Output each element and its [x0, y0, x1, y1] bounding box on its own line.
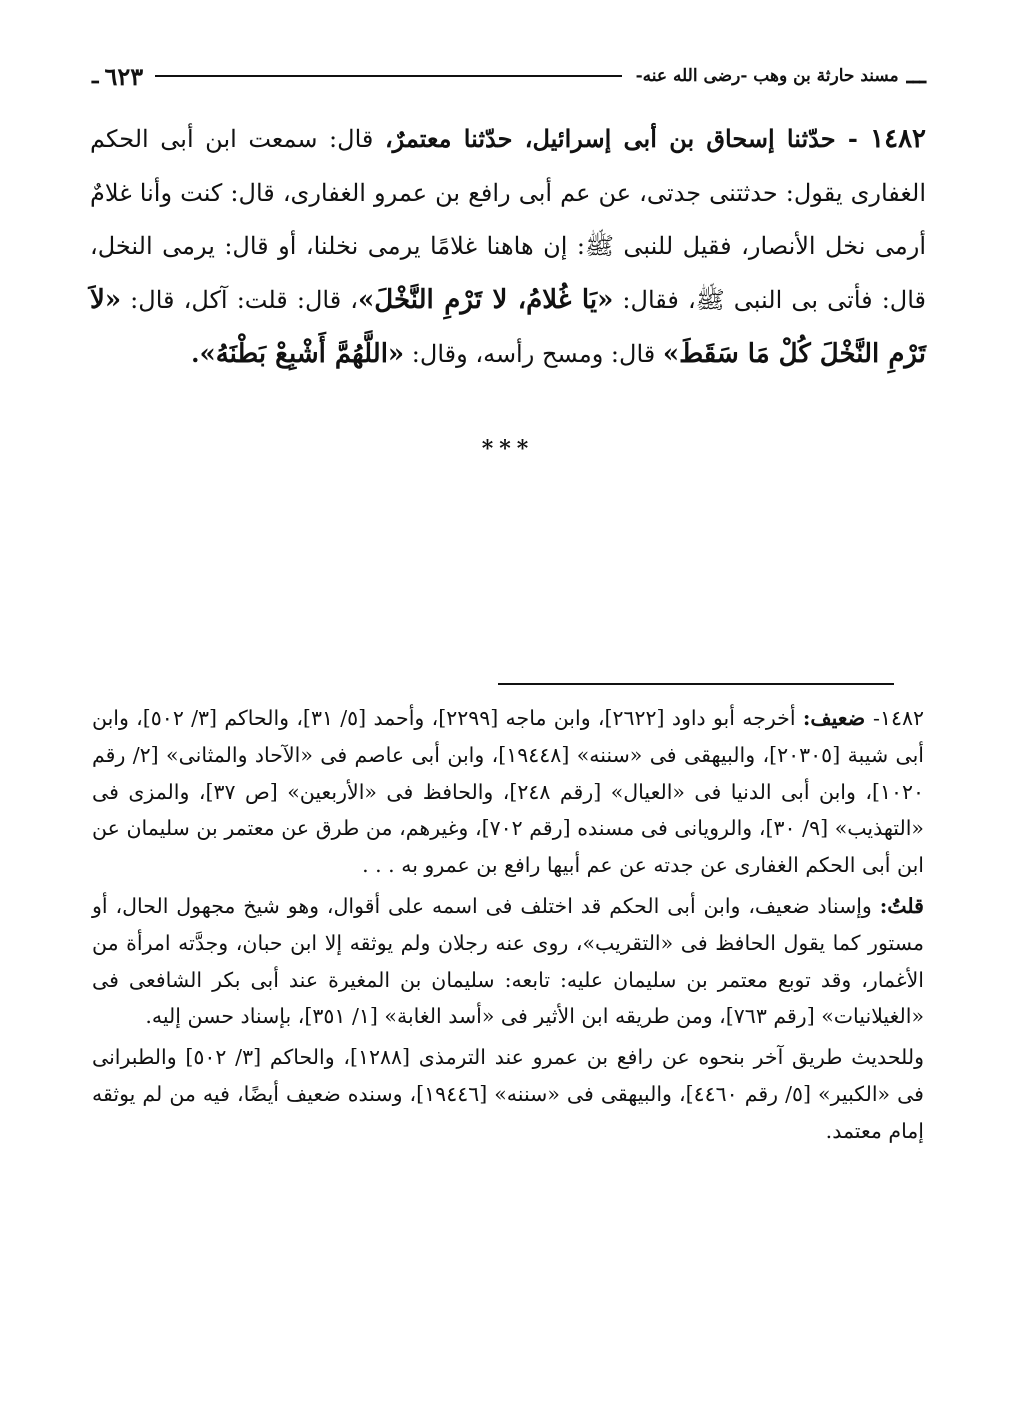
page-number: ٦٢٣ [104, 61, 144, 91]
footnote-takhrij [92, 700, 924, 884]
hadith-text [90, 112, 926, 382]
footnote-text: وإسناد ضعيف، وابن أبى الحكم قد اختلف فى اسمه على أقوال، وهو شيخ مجهول الحال، أو مستور كما يقول الحافظ فى «التقريب»، روى عنه رجلان ولم يوثقه إلا ابن حبان، وجدَّته امرأة من الأغمار، وقد توبع معتمر بن سليمان عليه: تابعه: سليمان بن المغيرة عند أبى بكر الشافعى فى «الغيلانيات» [رقم ٧٦٣]، ومن طريقه ابن الأثير فى «أسد الغابة» [١/ ٣٥١]، بإسناد حسن إليه. [92, 893, 924, 1029]
running-header [92, 56, 926, 96]
prophetic-quote: «يَا غُلامُ، لا تَرْمِ النَّخْلَ» [358, 284, 614, 315]
hadith-chain-opening: حدّثنا إسحاق بن أبى إسرائيل، حدّثنا معتمرٌ، [384, 124, 836, 153]
prophetic-quote: «اللَّهُمَّ أَشْبِعْ بَطْنَهُ» [199, 339, 405, 369]
footnote-comment-label: قلتُ: [879, 893, 924, 918]
footnote-number: ١٤٨٢- [873, 706, 924, 730]
hadith-body-part: قال: سمعت ابن أبى الحكم الغفارى يقول: حدثتنى جدتى، عن عم أبى رافع بن عمرو الغفارى، قال: كنت وأنا غلامٌ أرمى نخل الأنصار، فقيل للنبى ﷺ: إن هاهنا غلامًا يرمى نخلنا، أو قال: يرمى النخل، قال: فأتى بى النبى ﷺ، فقال: [90, 125, 927, 314]
hadith-grade: ضعيف: [802, 706, 873, 730]
hadith-number-separator: - [835, 124, 871, 153]
footnote-text: أخرجه أبو داود [٢٦٢٢]، وابن ماجه [٢٢٩٩]، وأحمد [٥/ ٣١]، والحاكم [٣/ ٥٠٢]، وابن أبى شيبة [٢٠٣٠٥]، والبيهقى فى «سننه» [١٩٤٤٨]، وابن أبى عاصم فى «الآحاد والمثانى» [٢/ رقم ١٠٢٠]، وابن أبى الدنيا فى «العيال» [رقم ٢٤٨]، والحافظ فى «الأربعين» [ص ٣٧]، والمزى فى «التهذيب» [٩/ ٣٠]، والرويانى فى مسنده [رقم ٧٠٢]، وغيرهم، من طرق عن معتمر بن سليمان عن ابن أبى الحكم الغفارى عن جدته عن عم أبيها رافع بن عمرو به . . . [92, 706, 925, 878]
footnotes [92, 700, 924, 1154]
section-separator-stars: *** [481, 436, 535, 462]
header-dash-end: ـ [92, 63, 99, 89]
footnote-additional-route [92, 1039, 924, 1149]
hadith-body-part: ، قال: قلت: آكل، قال: [121, 285, 359, 314]
hadith-end: . [191, 339, 200, 368]
footnote-comment [92, 888, 924, 1035]
footnote-text: وللحديث طريق آخر بنحوه عن رافع بن عمرو عند الترمذى [١٢٨٨]، والحاكم [٣/ ٥٠٢] والطبرانى فى «الكبير» [٥/ رقم ٤٤٦٠]، والبيهقى فى «سننه» [١٩٤٤٦]، وسنده ضعيف أيضًا، فيه من لم يوثقه إمام معتمد. [92, 1045, 924, 1143]
hadith-body-part: قال: ومسح رأسه، وقال: [404, 340, 663, 368]
header-rule [155, 75, 621, 77]
footnote-divider [498, 683, 894, 685]
hadith-number: ١٤٨٢ [870, 124, 927, 154]
running-title: مسند حارثة بن وهب -رضى الله عنه- [635, 66, 899, 86]
header-dash: ـــ [906, 63, 926, 89]
prophetic-quote: «لاَ تَرْمِ النَّخْلَ كُلْ مَا سَقَطَ» [90, 284, 926, 369]
